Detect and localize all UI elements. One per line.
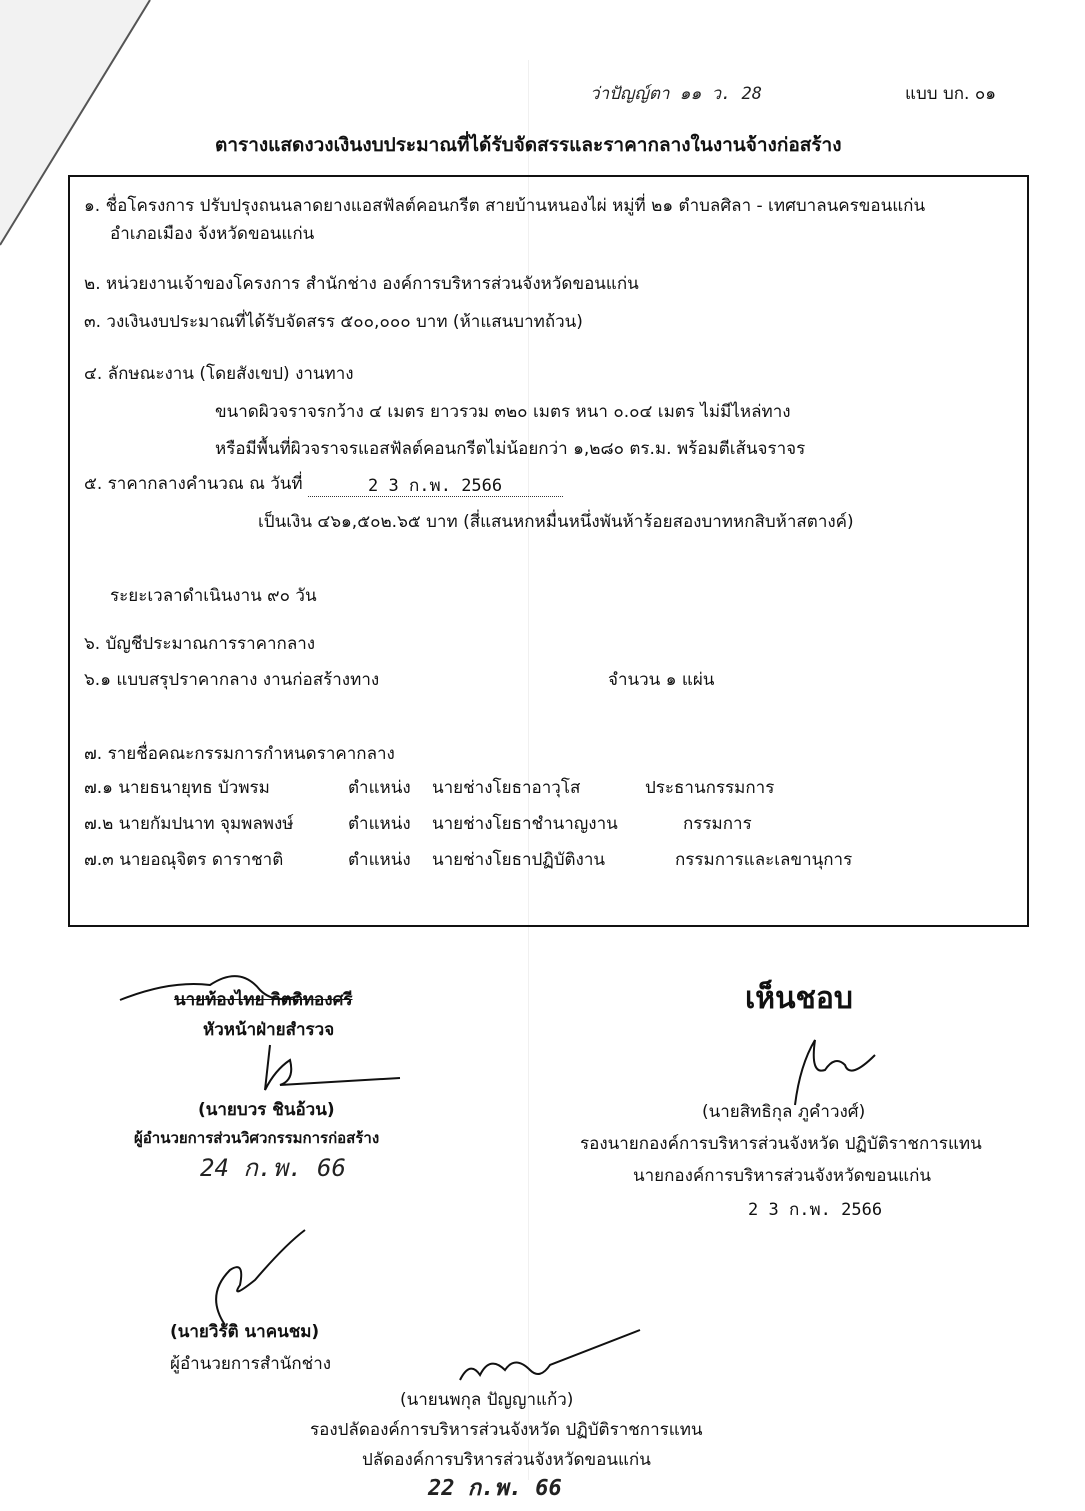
- item4-work-type: ๔. ลักษณะงาน (โดยสังเขป) งานทาง: [84, 364, 354, 384]
- office-director-name: (นายวิรัติ นาคนชม): [170, 1322, 320, 1342]
- item6-estimate: ๖. บัญชีประมาณการราคากลาง: [84, 634, 316, 654]
- committee-position: นายช่างโยธาอาวุโส: [432, 778, 581, 798]
- item5-date-field: [308, 478, 563, 497]
- committee-position: นายช่างโยธาปฏิบัติงาน: [432, 850, 606, 870]
- item6-1-summary: ๖.๑ แบบสรุปราคากลาง งานก่อสร้างทาง: [84, 670, 380, 690]
- deputy-title-1: รองนายกองค์การบริหารส่วนจังหวัด ปฏิบัติราชการแทน: [580, 1134, 982, 1154]
- clerk-handwritten-date: 22 ก.พ. 66: [428, 1476, 562, 1501]
- item4-detail-1: ขนาดผิวจราจรกว้าง ๔ เมตร ยาวรวม ๓๒๐ เมตร หนา ๐.๐๔ เมตร ไม่มีไหล่ทาง: [215, 402, 791, 422]
- item1-line1: ๑. ชื่อโครงการ ปรับปรุงถนนลาดยางแอสฟัลต์คอนกรีต สายบ้านหนองไผ่ หมู่ที่ ๒๑ ตำบลศิลา - เทศบาลนครขอนแก่น: [84, 196, 926, 216]
- committee-role: ประธานกรรมการ: [645, 778, 775, 798]
- item4-detail-2: หรือมีพื้นที่ผิวจราจรแอสฟัลต์คอนกรีตไม่น้อยกว่า ๑,๒๘๐ ตร.ม. พร้อมตีเส้นจราจร: [215, 439, 806, 459]
- clerk-signature: [450, 1325, 650, 1395]
- director-signature: [250, 1040, 410, 1100]
- committee-pos-label: ตำแหน่ง: [348, 850, 411, 870]
- duration: ระยะเวลาดำเนินงาน ๙๐ วัน: [110, 586, 317, 606]
- committee-role: กรรมการและเลขานุการ: [675, 850, 853, 870]
- office-director-title: ผู้อำนวยการสำนักช่าง: [170, 1354, 332, 1374]
- item3-budget: ๓. วงเงินงบประมาณที่ได้รับจัดสรร ๕๐๐,๐๐๐ บาท (ห้าแสนบาทถ้วน): [84, 312, 583, 332]
- survey-head-name: นายท้องไทย กิตติทองศรี: [174, 990, 353, 1010]
- committee-pos-label: ตำแหน่ง: [348, 778, 411, 798]
- clerk-title-2: ปลัดองค์การบริหารส่วนจังหวัดขอนแก่น: [362, 1450, 651, 1470]
- item7-committee: ๗. รายชื่อคณะกรรมการกำหนดราคากลาง: [84, 744, 395, 764]
- item5-amount: เป็นเงิน ๔๖๑,๕๐๒.๖๕ บาท (สี่แสนหกหมื่นหนึ่งพันห้าร้อยสองบาทหกสิบห้าสตางค์): [258, 512, 854, 532]
- survey-head-title: หัวหน้าฝ่ายสำรวจ: [203, 1020, 335, 1040]
- clerk-name: (นายนพกุล ปัญญาแก้ว): [400, 1390, 574, 1410]
- director-name: (นายบวร ชินอ้วน): [198, 1100, 335, 1120]
- committee-pos-label: ตำแหน่ง: [348, 814, 411, 834]
- deputy-date: 2 3 ก.พ. 2566: [748, 1200, 883, 1220]
- deputy-name: (นายสิทธิกุล ภูคำวงศ์): [702, 1102, 866, 1122]
- item1-line2: อำเภอเมือง จังหวัดขอนแก่น: [110, 224, 315, 244]
- deputy-title-2: นายกองค์การบริหารส่วนจังหวัดขอนแก่น: [633, 1166, 931, 1186]
- approve-heading: เห็นชอบ: [745, 981, 853, 1016]
- director-handwritten-date: 24 ก.พ. 66: [200, 1154, 346, 1182]
- header-annotation: ว่าปัญญ์ตา ๑๑ ว. 28: [590, 84, 762, 104]
- director-title: ผู้อำนวยการส่วนวิศวกรรมการก่อสร้าง: [134, 1129, 380, 1147]
- committee-position: นายช่างโยธาชำนาญงาน: [432, 814, 618, 834]
- item6-1-count: จำนวน ๑ แผ่น: [608, 670, 715, 690]
- item5-label: ๕. ราคากลางคำนวณ ณ วันที่: [84, 474, 303, 494]
- committee-name: ๗.๒ นายกัมปนาท จุมพลพงษ์: [84, 814, 294, 834]
- clerk-title-1: รองปลัดองค์การบริหารส่วนจังหวัด ปฏิบัติราชการแทน: [310, 1420, 703, 1440]
- item5-date: 2 3 ก.พ. 2566: [368, 476, 503, 496]
- page-title: ตารางแสดงวงเงินงบประมาณที่ได้รับจัดสรรและราคากลางในงานจ้างก่อสร้าง: [215, 134, 842, 156]
- committee-role: กรรมการ: [683, 814, 752, 834]
- item5-price-date: [84, 470, 563, 497]
- committee-name: ๗.๓ นายอณุจิตร ดาราชาติ: [84, 850, 284, 870]
- item2-owner: ๒. หน่วยงานเจ้าของโครงการ สำนักช่าง องค์การบริหารส่วนจังหวัดขอนแก่น: [84, 274, 639, 294]
- form-code: แบบ บก. ๐๑: [905, 84, 997, 104]
- committee-name: ๗.๑ นายธนายุทธ บัวพรม: [84, 778, 270, 798]
